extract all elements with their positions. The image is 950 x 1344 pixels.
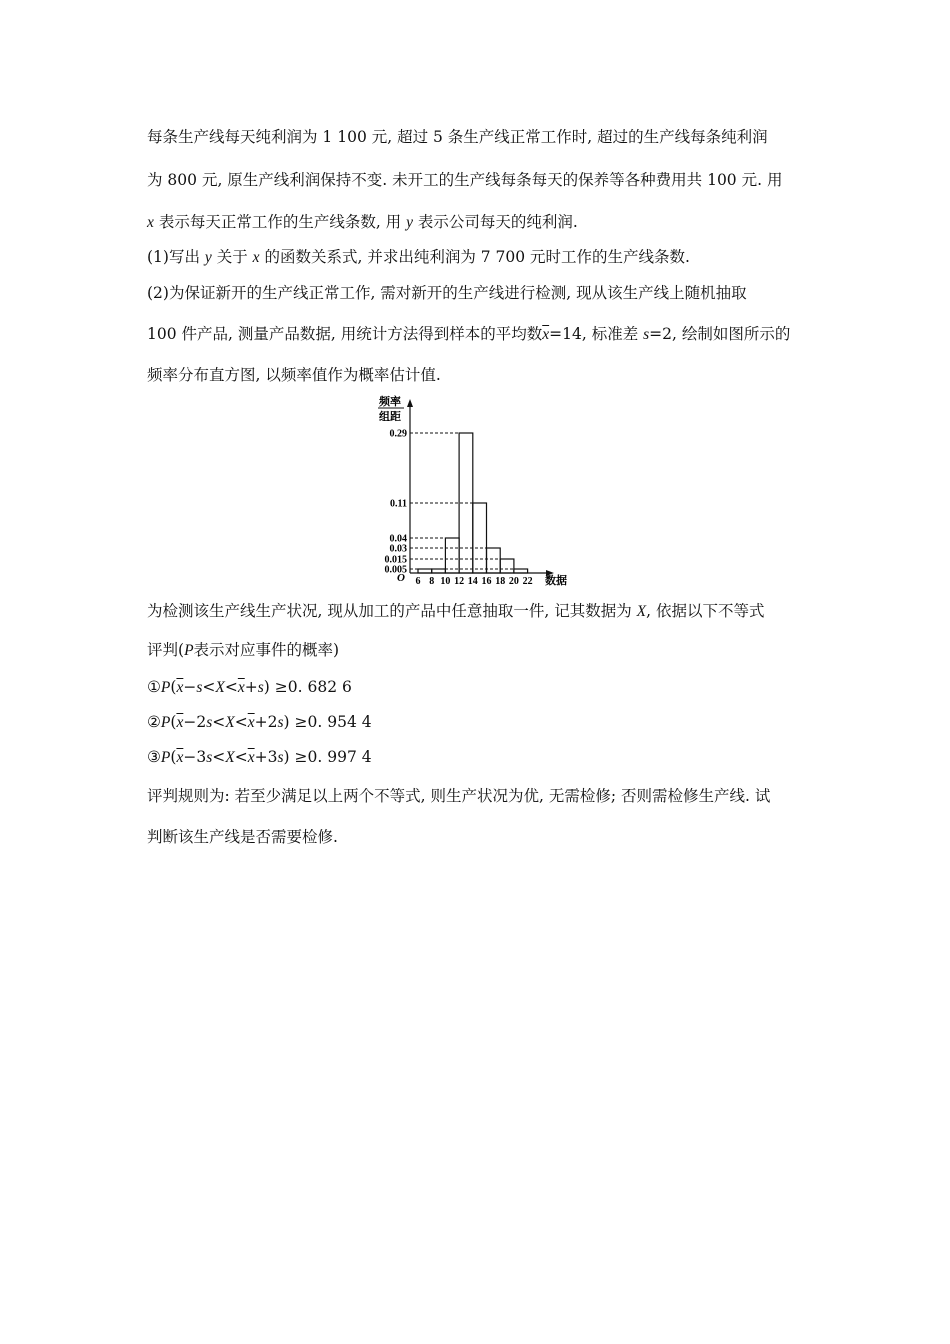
inequality-2	[147, 712, 372, 733]
y-label-bottom: 组距	[379, 411, 401, 423]
coef: 3	[196, 748, 207, 766]
text-span: 表示每天正常工作的生产线条数, 用	[153, 213, 407, 231]
x-tick-18: 18	[495, 576, 506, 587]
var-y: y	[204, 249, 212, 266]
var-s: s	[206, 749, 213, 766]
y-label-top: 频率	[379, 396, 401, 408]
text-span: , 依据以下不等式	[646, 602, 765, 620]
lt-sign: <	[234, 713, 248, 731]
paren: )	[283, 748, 290, 766]
text-span: 为检测该生产线生产状况, 现从加工的产品中任意抽取一件, 记其数据为	[147, 602, 637, 620]
paren: (	[170, 713, 177, 731]
var-xbar: $\overline{x}$	[247, 714, 255, 731]
var-xbar: $\overline{x}$	[247, 749, 255, 766]
var-P: P	[160, 714, 171, 731]
origin-label: O	[397, 572, 405, 584]
x-tick-10: 10	[440, 576, 451, 587]
text-span: (1)写出	[147, 248, 205, 266]
y-tick-labels	[385, 429, 408, 576]
plus-sign: +	[244, 678, 258, 696]
ineq-number: ①	[147, 678, 161, 696]
text-line	[147, 212, 578, 233]
lt-sign: <	[234, 748, 248, 766]
text-line	[147, 601, 764, 622]
question-2-line: (2)为保证新开的生产线正常工作, 需对新开的生产线进行检测, 现从该生产线上随机抽取	[147, 284, 747, 302]
text-span: =2, 绘制如图所示的	[649, 325, 791, 343]
y-tick-0.015: 0.015	[384, 554, 407, 566]
text-span: 100 件产品, 测量产品数据, 用统计方法得到样本的平均数	[147, 325, 543, 343]
x-tick-20: 20	[508, 576, 519, 587]
lt-sign: <	[212, 748, 226, 766]
var-x: x	[252, 249, 260, 266]
histogram-bar-6	[487, 548, 501, 573]
lt-sign: <	[202, 678, 216, 696]
rule-line: 评判规则为: 若至少满足以上两个不等式, 则生产状况为优, 无需检修; 否则需检修生产线. 试	[147, 787, 771, 805]
text-span: 评判(	[147, 641, 185, 659]
var-s: s	[257, 679, 264, 696]
coef: 2	[267, 713, 278, 731]
x-tick-labels	[416, 576, 533, 587]
text-span: 表示公司每天的纯利润.	[413, 213, 578, 231]
var-s: s	[643, 326, 650, 343]
var-x: x	[147, 214, 154, 231]
x-tick-8: 8	[429, 576, 435, 587]
y-tick-0.04: 0.04	[389, 533, 407, 545]
ineq-number: ③	[147, 748, 161, 766]
x-tick-16: 16	[481, 576, 492, 587]
histogram-bar-3	[445, 538, 459, 573]
minus-sign: −	[183, 748, 197, 766]
var-X: X	[225, 714, 235, 731]
var-P: P	[160, 749, 171, 766]
histogram-bars	[418, 433, 528, 573]
var-s: s	[206, 714, 213, 731]
var-xbar: $\overline{x}$	[237, 679, 245, 696]
var-s: s	[277, 749, 284, 766]
y-tick-0.29: 0.29	[389, 428, 407, 440]
relation: ≥0. 682 6	[269, 678, 352, 696]
var-s: s	[196, 679, 203, 696]
y-tick-0.005: 0.005	[384, 564, 407, 576]
y-tick-0.11: 0.11	[390, 498, 407, 510]
minus-sign: −	[183, 678, 197, 696]
ineq-number: ②	[147, 713, 161, 731]
text-line: 每条生产线每天纯利润为 1 100 元, 超过 5 条生产线正常工作时, 超过的生产线每条纯利润	[147, 128, 768, 146]
y-axis-arrow	[407, 399, 413, 407]
text-span: 表示对应事件的概率)	[193, 641, 340, 659]
relation: ≥0. 954 4	[289, 713, 372, 731]
histogram-chart	[370, 392, 580, 592]
x-axis-label: 数据	[545, 575, 567, 587]
var-X: X	[636, 603, 647, 620]
question-2-line	[147, 324, 790, 345]
paren: (	[170, 748, 177, 766]
x-tick-22: 22	[522, 576, 533, 587]
x-tick-12: 12	[454, 576, 465, 587]
var-s: s	[277, 714, 284, 731]
text-line: 为 800 元, 原生产线利润保持不变. 未开工的生产线每条每天的保养等各种费用共 100 元. 用	[147, 171, 783, 189]
paren: )	[283, 713, 290, 731]
text-span: 的函数关系式, 并求出纯利润为 7 700 元时工作的生产线条数.	[259, 248, 690, 266]
histogram-bar-5	[473, 503, 487, 573]
var-P: P	[160, 679, 171, 696]
text-span: 关于	[211, 248, 253, 266]
inequality-1	[147, 677, 352, 698]
var-X: X	[225, 749, 235, 766]
var-xbar: $\overline{x}$	[542, 326, 550, 343]
x-tick-14: 14	[467, 576, 478, 587]
paren: )	[263, 678, 270, 696]
minus-sign: −	[183, 713, 197, 731]
paren: (	[170, 678, 177, 696]
var-X: X	[215, 679, 225, 696]
guide-lines	[410, 433, 528, 569]
inequality-3	[147, 747, 372, 768]
rule-line: 判断该生产线是否需要检修.	[147, 828, 338, 846]
y-tick-0.03: 0.03	[389, 543, 407, 555]
histogram-bar-7	[500, 559, 514, 573]
plus-sign: +	[254, 713, 268, 731]
coef: 2	[196, 713, 207, 731]
var-xbar: $\overline{x}$	[176, 679, 184, 696]
question-2-line: 频率分布直方图, 以频率值作为概率估计值.	[147, 366, 441, 384]
lt-sign: <	[212, 713, 226, 731]
var-y: y	[406, 214, 413, 231]
var-xbar: $\overline{x}$	[176, 749, 184, 766]
lt-sign: <	[224, 678, 238, 696]
question-1	[147, 247, 690, 268]
text-line	[147, 640, 339, 661]
var-P: P	[184, 642, 194, 659]
relation: ≥0. 997 4	[289, 748, 372, 766]
x-tick-6: 6	[415, 576, 421, 587]
var-xbar: $\overline{x}$	[176, 714, 184, 731]
coef: 3	[267, 748, 278, 766]
text-span: =14, 标准差	[549, 325, 644, 343]
plus-sign: +	[254, 748, 268, 766]
